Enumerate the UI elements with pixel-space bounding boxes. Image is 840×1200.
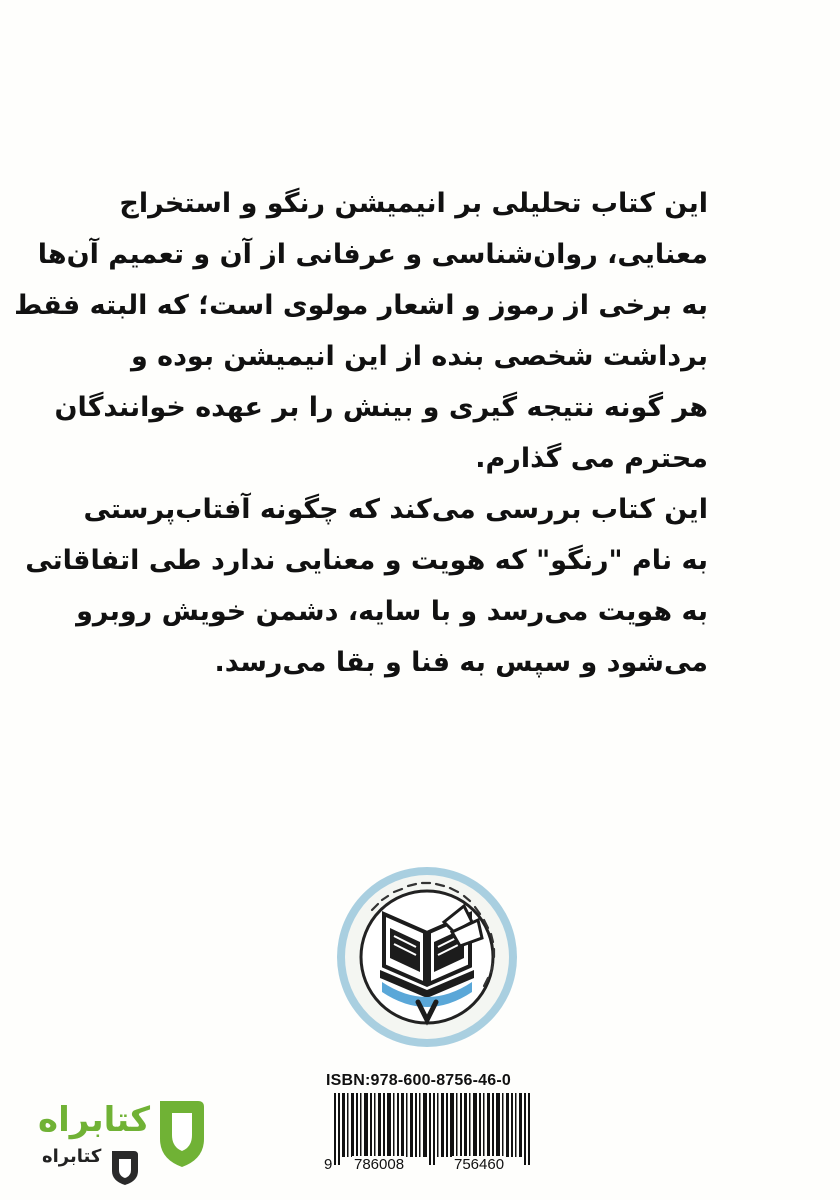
- isbn-barcode: [322, 1093, 552, 1165]
- store-watermark-subtext: کتابراه: [42, 1146, 102, 1167]
- blurb-line: محترم می گذارم.: [475, 443, 708, 474]
- barcode-digit-prefix: 9: [324, 1156, 333, 1173]
- isbn-label: ISBN:978-600-8756-46-0: [326, 1072, 511, 1089]
- store-watermark-text: کتابراه: [38, 1100, 151, 1140]
- blurb-line: به هویت می‌رسد و با سایه، دشمن خویش روبرو: [76, 596, 708, 627]
- blurb-line: می‌شود و سپس به فنا و بقا می‌رسد.: [214, 647, 708, 678]
- blurb-line: معنایی، روان‌شناسی و عرفانی از آن و تعمیم آن‌ها: [37, 239, 708, 270]
- publisher-seal-icon: [332, 862, 522, 1052]
- blurb-line: به نام "رنگو" که هویت و معنایی ندارد طی اتفاقاتی: [25, 545, 708, 576]
- blurb-line: هر گونه نتیجه گیری و بینش را بر عهده خوانندگان: [54, 392, 708, 423]
- blurb-line: برداشت شخصی بنده از این انیمیشن بوده و: [130, 341, 708, 372]
- barcode-digits-right-group: 756460: [454, 1156, 505, 1173]
- blurb-line: به برخی از رموز و اشعار مولوی است؛ که البته فقط: [14, 290, 708, 321]
- blurb-line: این کتاب بررسی می‌کند که چگونه آفتاب‌پرستی: [83, 494, 708, 525]
- back-cover-blurb: [14, 178, 708, 688]
- blurb-line: این کتاب تحلیلی بر انیمیشن رنگو و استخراج: [119, 188, 708, 219]
- barcode-digits-left-group: 786008: [354, 1156, 405, 1173]
